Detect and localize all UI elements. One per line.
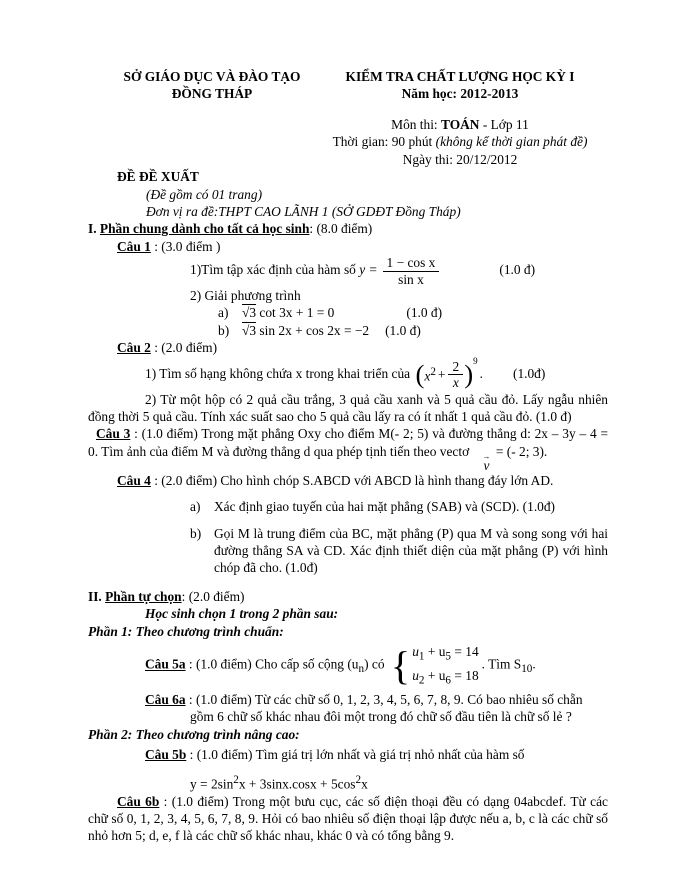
time-prefix: Thời gian: 90 phút — [332, 134, 436, 150]
question-4-heading — [117, 472, 608, 489]
section-2-title: Phần tự chọn — [105, 588, 182, 604]
base-exponent-2: 2 — [430, 365, 436, 378]
question-5a-label: Câu 5a — [145, 656, 186, 672]
section-1-heading — [88, 220, 608, 237]
q5a-text-2: ) có — [364, 656, 385, 672]
item-a-marker: a) — [190, 499, 201, 515]
question-2-heading — [117, 339, 608, 356]
issuing-org-block — [112, 68, 312, 103]
plus-sign: + — [437, 366, 446, 382]
subscript: 5 — [445, 650, 451, 663]
q5b-text: : (1.0 điểm) Tìm giá trị lớn nhất và giá trị nhỏ nhất của hàm số — [186, 747, 525, 763]
binomial-expression — [415, 355, 478, 391]
issuing-unit-note: Đơn vị ra đề:THPT CAO LÃNH 1 (SỞ GDĐT Đồng Tháp) — [146, 203, 461, 219]
choose-instruction: Học sinh chọn 1 trong 2 phần sau: — [145, 606, 339, 622]
org-name: SỞ GIÁO DỤC VÀ ĐÀO TẠO — [123, 69, 301, 84]
page-count-note: (Đề gồm có 01 trang) — [146, 186, 263, 202]
sqrt-3-radical: √3 — [242, 322, 257, 338]
q1-item1-points: (1.0 đ) — [499, 262, 536, 278]
q1-item1-lhs: y = — [359, 262, 378, 278]
question-4-item-b — [190, 525, 608, 577]
system-equation-1 — [412, 642, 478, 665]
question-1-item-2a — [218, 304, 608, 321]
section-1-title: Phần chung dành cho tất cả học sinh — [99, 221, 310, 237]
question-3-text-1: : (1.0 điểm) Trong mặt phẳng Oxy cho điểm M(- 2; 5) và đường thẳng d: 2x – 3y – 4 = 0. Tìm ảnh của điểm M và đường thẳng d qua phép tịnh tiến theo vectơ — [88, 426, 609, 459]
fraction-numerator: 2 — [448, 359, 463, 375]
org-province: ĐỒNG THÁP — [171, 86, 253, 102]
equation-2a — [242, 304, 334, 321]
section-1-points: : (8.0 điểm) — [309, 221, 373, 237]
question-5b-heading — [145, 746, 608, 763]
equation-2b — [242, 322, 369, 339]
u-term: u — [412, 667, 419, 683]
exam-date-line: Ngày thi: 20/12/2012 — [402, 151, 518, 167]
question-2-label: Câu 2 — [117, 340, 151, 356]
question-5b-formula — [190, 773, 608, 793]
question-1-item-2b — [218, 322, 608, 339]
exam-title-block — [312, 68, 608, 103]
question-1-item-2: 2) Giải phương trình — [190, 288, 301, 304]
plus-u-term: + u — [424, 644, 446, 660]
q2-item1-text: 1) Tìm số hạng không chứa x trong khai triển của — [145, 365, 411, 381]
question-4-text: : (2.0 điểm) Cho hình chóp S.ABCD với ABCD là hình thang đáy lớn AD. — [150, 472, 554, 488]
q6a-text: : (1.0 điểm) Từ các chữ số 0, 1, 2, 3, 4, 5, 6, 7, 8, 9. Có bao nhiêu số chẵn gồm 6 chữ số khác nhau đôi một trong đó chữ số đầu tiên là chữ số lẻ ? — [185, 692, 583, 725]
question-5a-paragraph — [145, 642, 608, 689]
equals-value: = 14 — [451, 644, 479, 660]
base-x: x — [424, 368, 431, 384]
question-6a-label: Câu 6a — [145, 692, 186, 708]
system-equations — [412, 642, 478, 689]
formula-part: x + 3sinx.cosx + 5cos — [238, 776, 356, 792]
subscript: 2 — [418, 674, 425, 687]
fraction-denominator: sin x — [398, 271, 424, 287]
q2-item1-period: . — [479, 365, 483, 381]
fraction-numerator: 1 − cos x — [383, 255, 440, 271]
q5a-text-1: : (1.0 điểm) Cho cấp số cộng (u — [185, 656, 359, 672]
subject-prefix: Môn thi: — [391, 116, 442, 132]
question-2-item-1 — [145, 355, 608, 391]
item-2a-points: (1.0 đ) — [406, 305, 443, 321]
formula-part: x — [361, 776, 368, 792]
question-1-points: : (3.0 điểm ) — [150, 238, 221, 254]
question-3-text-2: = (- 2; 3). — [492, 443, 548, 459]
vector-arrow-icon: → — [482, 451, 491, 461]
part-1-heading: Phần 1: Theo chương trình chuẩn: — [88, 623, 284, 639]
question-1-item-1 — [190, 255, 608, 287]
binomial-base — [424, 365, 436, 385]
item-2b-points: (1.0 đ) — [385, 322, 421, 338]
equals-value: = 18 — [451, 667, 479, 683]
vector-v — [475, 451, 491, 473]
open-paren: ( — [415, 359, 425, 390]
section-2-number: II. — [88, 588, 106, 604]
exponent-2: 2 — [355, 773, 362, 786]
plus-u-term: + u — [424, 667, 446, 683]
sqrt-3-radical: √3 — [242, 305, 257, 321]
question-3-label: Câu 3 — [96, 426, 131, 442]
section-2-heading — [88, 588, 608, 605]
binomial-exponent-9: 9 — [473, 355, 478, 366]
q5a-text-3: . Tìm S — [481, 656, 522, 672]
sequence-subscript-n: n — [358, 663, 365, 676]
fraction-denominator: x — [452, 375, 459, 391]
question-3-paragraph — [88, 425, 608, 471]
system-brace: { — [390, 642, 411, 688]
part-2-heading: Phần 2: Theo chương trình nâng cao: — [88, 726, 300, 742]
time-note: (không kể thời gian phát đề) — [435, 134, 588, 150]
proposal-label: ĐỀ ĐỀ XUẤT — [117, 169, 199, 185]
question-4-label: Câu 4 — [117, 472, 151, 488]
system-equation-2 — [412, 666, 478, 689]
close-paren: ) — [464, 359, 474, 390]
subject-name: TOÁN — [441, 116, 480, 132]
sum-subscript-10: 10 — [521, 663, 533, 676]
item-2b-marker: b) — [218, 322, 230, 338]
subscript: 1 — [418, 650, 425, 663]
u-term: u — [412, 644, 419, 660]
item-2a-marker: a) — [218, 305, 229, 321]
fraction-2-over-x — [448, 359, 463, 391]
item-a-text: Xác định giao tuyến của hai mặt phẳng (SAB) và (SCD). (1.0đ) — [214, 499, 556, 515]
question-4-item-a — [190, 498, 608, 515]
subscript: 6 — [445, 674, 451, 687]
q6b-text: : (1.0 điểm) Trong một bưu cục, các số điện thoại đều có dạng 04abcdef. Từ các chữ số 0, 1, 2, 3, 4, 5, 6, 7, 8, 9. Hỏi có bao nhiêu số điện thoại lập được nếu a, b, c là các chữ số nhỏ hơn 5; d, e, f là các chữ số khác nhau, khác 0 và có tổng bằng 9. — [88, 793, 608, 844]
question-1-heading — [117, 238, 608, 255]
question-5b-label: Câu 5b — [145, 747, 187, 763]
time-line — [312, 133, 608, 150]
exam-meta-block — [312, 116, 608, 168]
question-6b-paragraph — [88, 793, 608, 845]
question-6b-label: Câu 6b — [117, 793, 160, 809]
q1-item1-text: 1)Tìm tập xác định của hàm số — [190, 262, 360, 278]
school-year: Năm học: 2012-2013 — [401, 86, 519, 102]
q5a-text-4: . — [532, 656, 536, 672]
question-2-points: : (2.0 điểm) — [150, 340, 218, 356]
equation-system — [391, 642, 479, 689]
item-b-marker: b) — [190, 525, 202, 541]
vector-letter: v — [483, 457, 490, 473]
equation-2a-rest: cot 3x + 1 = 0 — [256, 305, 335, 321]
exam-title: KIỂM TRA CHẤT LƯỢNG HỌC KỲ I — [345, 69, 575, 84]
question-2-item-2: 2) Từ một hộp có 2 quả cầu trắng, 3 quả cầu xanh và 5 quả cầu đỏ. Lấy ngẫu nhiên đồng thời 5 quả cầu. Tính xác suất sao cho 5 quả cầu lấy ra có ít nhất 1 quả cầu đỏ. (1.0 đ) — [88, 391, 608, 424]
fraction-1-minus-cosx-over-sinx — [383, 255, 440, 287]
item-b-text: Gọi M là trung điểm của BC, mặt phẳng (P) qua M và song song với hai đường thẳng SA và CD. Xác định thiết diện của mặt phẳng (P) với hình chóp đã cho. (1.0đ) — [214, 525, 608, 576]
subject-line — [312, 116, 608, 133]
subject-grade: - Lớp 11 — [479, 116, 529, 132]
document-header — [88, 68, 608, 103]
section-2-points: : (2.0 điểm) — [181, 588, 245, 604]
q2-item1-points: (1.0đ) — [512, 365, 546, 381]
exponent-2: 2 — [233, 773, 239, 786]
equation-2b-rest: sin 2x + cos 2x = −2 — [256, 322, 370, 338]
question-1-label: Câu 1 — [117, 238, 151, 254]
formula-part: y = 2sin — [190, 776, 234, 792]
question-6a-paragraph — [145, 691, 608, 726]
section-1-number: I. — [88, 221, 100, 237]
